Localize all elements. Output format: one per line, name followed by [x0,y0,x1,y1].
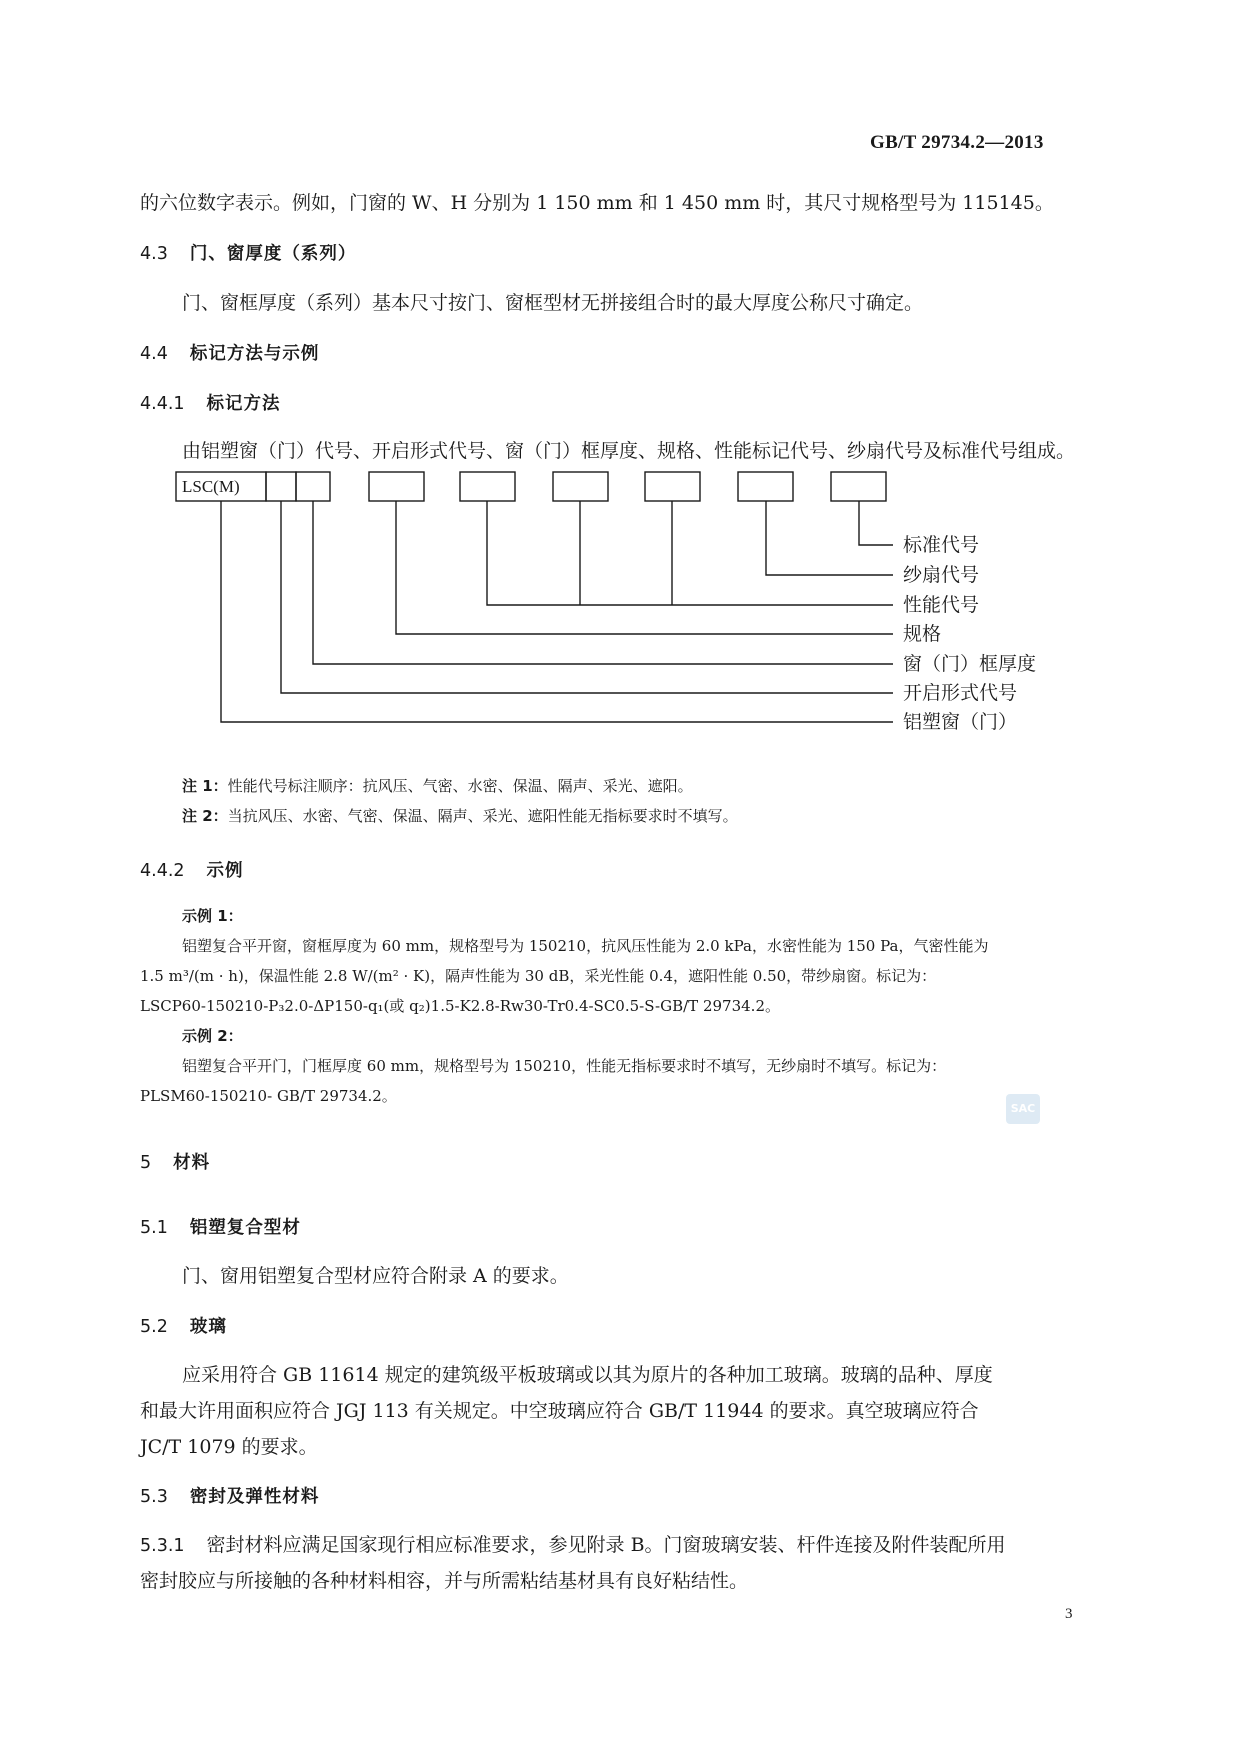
leader-frame-thickness [313,501,893,664]
box-performance-3 [645,472,700,501]
leader-performance [487,501,893,605]
label-standard-code: 标准代号 [903,534,980,556]
heading-title: 材料 [173,1153,211,1173]
para-5-2-line-1: 应采用符合 GB 11614 规定的建筑级平板玻璃或以其为原片的各种加工玻璃。玻璃的品种、厚度 [182,1364,993,1386]
heading-5-1 [140,1214,301,1239]
box-performance-1 [460,472,515,501]
heading-5-3 [140,1483,319,1508]
label-product: 铝塑窗（门） [903,711,1018,733]
intro-line: 的六位数字表示。例如，门窗的 W、H 分别为 1 150 mm 和 1 450 mm 时，其尺寸规格型号为 115145。 [140,192,1054,214]
heading-title: 标记方法 [206,394,281,414]
para-5-1: 门、窗用铝塑复合型材应符合附录 A 的要求。 [182,1265,569,1287]
note-text: 性能代号标注顺序：抗风压、气密、水密、保温、隔声、采光、遮阳。 [227,777,693,795]
leader-screen [766,501,893,575]
leader-product-code [221,501,893,722]
heading-title: 铝塑复合型材 [189,1218,301,1238]
clause-number: 5.3.1 [140,1536,185,1556]
heading-title: 标记方法与示例 [189,344,320,364]
leader-size [396,501,893,634]
box-frame-thickness [296,472,330,501]
heading-5-2 [140,1313,227,1338]
heading-number: 4.3 [140,244,168,264]
para-5-2-line-2: 和最大许用面积应符合 JGJ 113 有关规定。中空玻璃应符合 GB/T 11944 的要求。真空玻璃应符合 [140,1400,979,1422]
example-1-line-3: LSCP60-150210-P₃2.0-ΔP150-q₁(或 q₂)1.5-K2.8-Rᴡ30-Tr0.4-SC0.5-S-GB/T 29734.2。 [140,997,780,1015]
clause-text: 密封材料应满足国家现行相应标准要求，参见附录 B。门窗玻璃安装、杆件连接及附件装配所用 [206,1534,1006,1556]
box-size [369,472,424,501]
box-standard [831,472,886,501]
note-text: 当抗风压、水密、气密、保温、隔声、采光、遮阳性能无指标要求时不填写。 [227,807,738,825]
label-opening-type: 开启形式代号 [903,682,1018,704]
page-number: 3 [1065,1606,1073,1622]
note-label: 注 2： [182,807,228,825]
heading-number: 4.4 [140,344,168,364]
note-1 [182,775,693,796]
label-size: 规格 [903,623,942,645]
leader-standard [859,501,893,545]
para-5-2-line-3: JC/T 1079 的要求。 [140,1436,318,1458]
heading-number: 5.3 [140,1487,168,1507]
heading-number: 5.1 [140,1218,168,1238]
example-1-line-2: 1.5 m³/(m · h)，保温性能 2.8 W/(m² · K)，隔声性能为 30 dB，采光性能 0.4，遮阳性能 0.50，带纱扇窗。标记为： [140,967,937,985]
heading-number: 4.4.1 [140,394,185,414]
heading-5 [140,1149,210,1174]
heading-title: 玻璃 [189,1317,227,1337]
standard-number: GB/T 29734.2—2013 [870,132,1044,153]
para-5-3-1-line-2: 密封胶应与所接触的各种材料相容，并与所需粘结基材具有良好粘结性。 [140,1570,749,1592]
heading-4-4-2 [140,857,244,882]
box-opening-type [266,472,296,501]
box-product-code-text: LSC(M) [182,477,240,496]
note-2 [182,805,738,826]
heading-number: 5.2 [140,1317,168,1337]
box-screen [738,472,793,501]
label-performance-code: 性能代号 [903,594,980,616]
example-1-line-1: 铝塑复合平开窗，窗框厚度为 60 mm，规格型号为 150210，抗风压性能为 2.0 kPa，水密性能为 150 Pa，气密性能为 [182,937,989,955]
para-5-3-1-line-1 [140,1531,1006,1560]
heading-title: 示例 [206,861,244,881]
sac-watermark: SAC [1006,1094,1040,1124]
box-performance-2 [553,472,608,501]
para-4-3: 门、窗框厚度（系列）基本尺寸按门、窗框型材无拼接组合时的最大厚度公称尺寸确定。 [182,292,924,314]
example-2-label: 示例 2： [182,1027,243,1045]
marking-diagram [0,0,1241,760]
label-screen-code: 纱扇代号 [903,564,980,586]
example-1-label: 示例 1： [182,907,243,925]
heading-title: 门、窗厚度（系列） [189,244,357,264]
example-2-line-1: 铝塑复合平开门，门框厚度 60 mm，规格型号为 150210，性能无指标要求时不填写，无纱扇时不填写。标记为： [182,1057,947,1075]
heading-number: 4.4.2 [140,861,185,881]
para-4-4-1: 由铝塑窗（门）代号、开启形式代号、窗（门）框厚度、规格、性能标记代号、纱扇代号及标准代号组成。 [182,440,1076,462]
note-label: 注 1： [182,777,228,795]
heading-title: 密封及弹性材料 [189,1487,320,1507]
label-frame-thickness: 窗（门）框厚度 [903,653,1037,675]
heading-number: 5 [140,1153,152,1173]
example-2-line-2: PLSM60-150210- GB/T 29734.2。 [140,1087,397,1105]
